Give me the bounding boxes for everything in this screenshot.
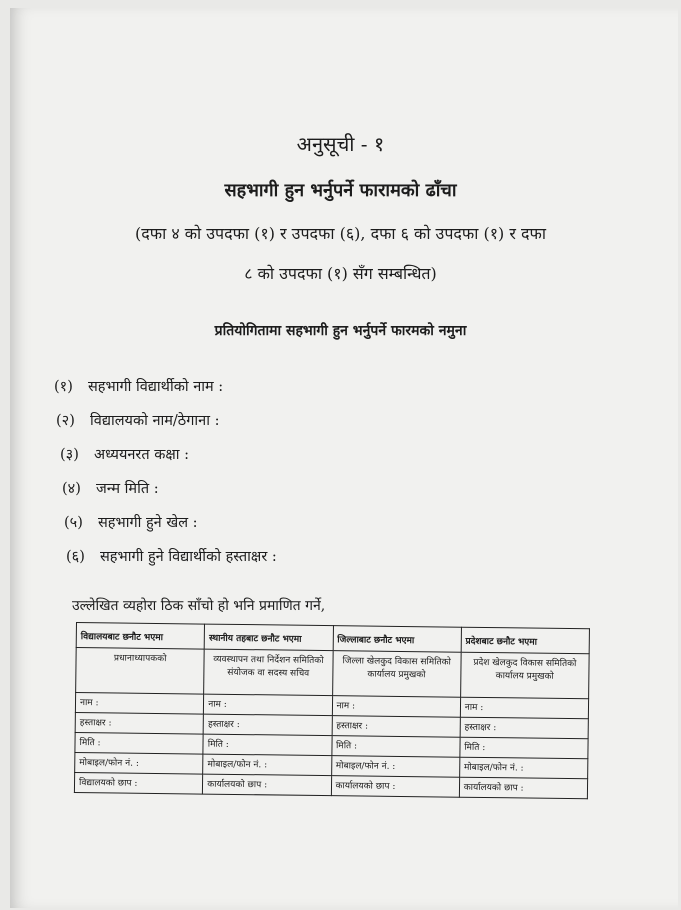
table-cell: नाम : (332, 696, 460, 718)
table-cell: हस्ताक्षर : (75, 712, 203, 734)
form-title: सहभागी हुन भर्नुपर्ने फारामको ढाँचा (224, 180, 457, 201)
field-number: (५) (64, 515, 83, 531)
signature-table (74, 622, 590, 799)
header-local-level: स्थानीय तहबाट छनौट भएमा (204, 624, 333, 651)
sample-form-title: प्रतियोगितामा सहभागी हुन भर्नुपर्ने फारमको नमुना (214, 323, 467, 339)
field-label: सहभागी हुने विद्यार्थीको हस्ताक्षर : (100, 549, 277, 565)
field-label: सहभागी विद्यार्थीको नाम : (88, 379, 224, 395)
role-management-committee: व्यवस्थापन तथा निर्देशन समितिको संयोजक वा सदस्य सचिव (204, 649, 333, 696)
header-school: विद्यालयबाट छनौट भएमा (76, 623, 205, 650)
field-number: (६) (66, 549, 85, 565)
field-label: सहभागी हुने खेल : (98, 515, 198, 531)
table-cell: नाम : (204, 694, 332, 716)
schedule-heading: अनुसूची - १ (296, 132, 385, 156)
table-cell: कार्यालयको छाप : (459, 777, 587, 799)
table-cell: हस्ताक्षर : (460, 717, 588, 739)
header-district: जिल्लाबाट छनौट भएमा (333, 626, 462, 653)
field-number: (१) (54, 379, 73, 395)
certification-text: उल्लेखित व्यहोरा ठिक साँचो हो भनि प्रमाणित गर्ने, (72, 598, 326, 614)
field-date-of-birth (62, 478, 277, 512)
form-fields (54, 376, 277, 580)
table-cell: कार्यालयको छाप : (331, 776, 459, 798)
table-cell: मिति : (203, 734, 331, 756)
role-headteacher: प्रधानाध्यापकको (76, 648, 205, 695)
table-cell: कार्यालयको छाप : (203, 774, 331, 796)
field-number: (२) (56, 413, 75, 429)
table-cell: हस्ताक्षर : (332, 716, 460, 738)
reference-line-2: ८ को उपदफा (१) सँग सम्बन्धित) (244, 264, 437, 283)
field-label: अध्ययनरत कक्षा : (94, 447, 189, 463)
table-cell: हस्ताक्षर : (203, 714, 331, 736)
table-cell: मिति : (460, 737, 588, 759)
field-label: जन्म मिति : (96, 481, 159, 497)
table-cell: विद्यालयको छाप : (74, 772, 202, 794)
role-district-office: जिल्ला खेलकुद विकास समितिको कार्यालय प्रमुखको (332, 651, 461, 698)
table-cell: मोबाइल/फोन नं. : (459, 757, 587, 779)
table-cell: मोबाइल/फोन नं. : (203, 754, 331, 776)
field-school-name-address (56, 410, 277, 444)
table-cell: मोबाइल/फोन नं. : (331, 756, 459, 778)
field-number: (३) (60, 447, 79, 463)
role-province-office: प्रदेश खेलकुद विकास समितिको कार्यालय प्रमुखको (460, 652, 589, 699)
field-student-name (54, 376, 277, 410)
field-label: विद्यालयको नाम/ठेगाना : (90, 413, 220, 429)
reference-line-1: (दफा ४ को उपदफा (१) र उपदफा (६), दफा ६ को उपदफा (१) र दफा (135, 224, 546, 243)
header-province: प्रदेशबाट छनौट भएमा (461, 627, 590, 654)
field-class (60, 444, 277, 478)
table-role-row (76, 648, 590, 699)
field-student-signature (66, 546, 277, 580)
table-cell: मोबाइल/फोन नं. : (75, 752, 203, 774)
field-sport (64, 512, 277, 546)
table-cell: मिति : (331, 736, 459, 758)
table-cell: मिति : (75, 732, 203, 754)
table-cell: नाम : (75, 693, 203, 715)
field-number: (४) (62, 481, 81, 497)
table-cell: नाम : (460, 697, 588, 719)
